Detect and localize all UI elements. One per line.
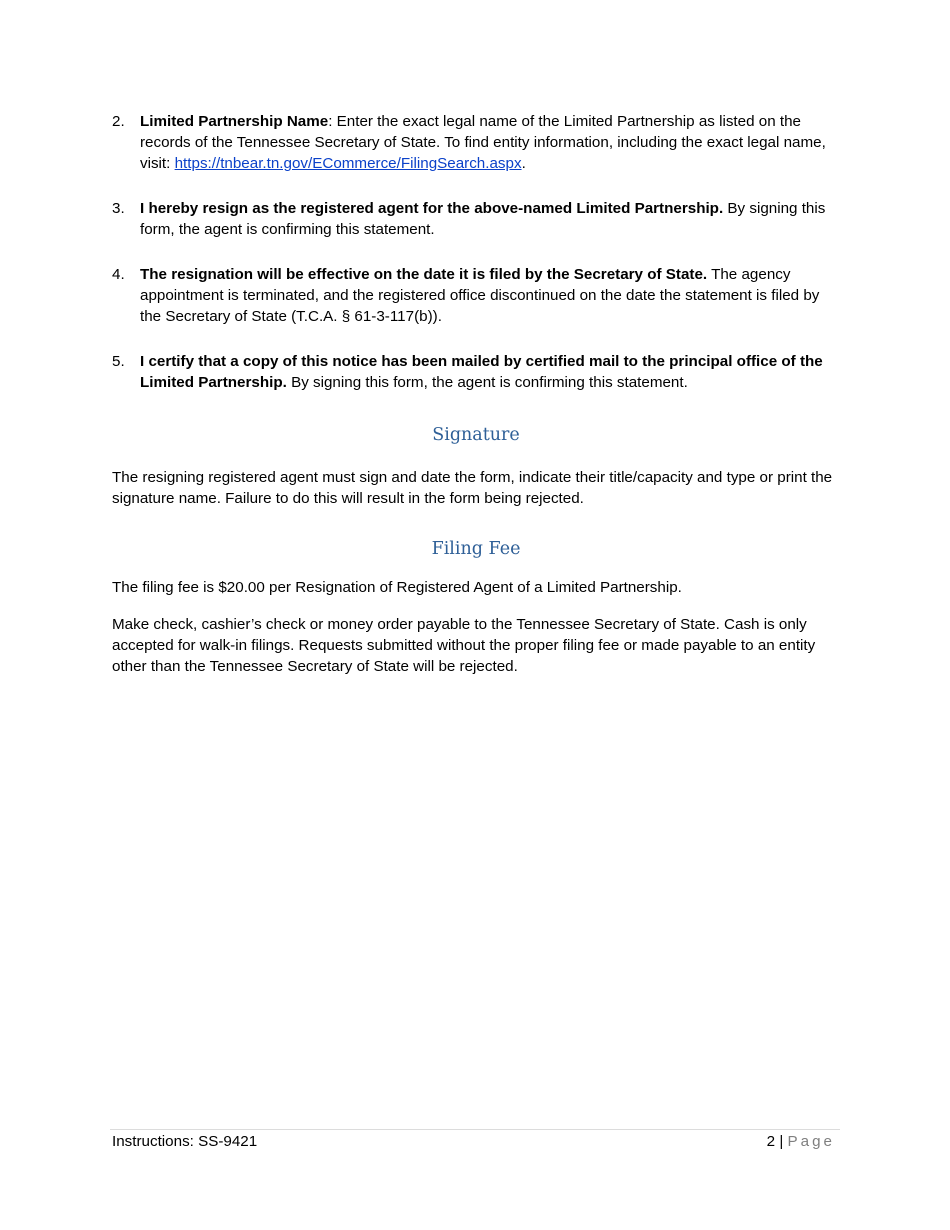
list-item	[112, 351, 840, 393]
list-number: 4.	[112, 266, 125, 283]
item-text	[140, 266, 819, 325]
footer-form-id: Instructions: SS-9421	[112, 1133, 258, 1150]
item-body: By signing this form, the agent is confirming this statement.	[286, 374, 688, 391]
item-body: : Enter the exact legal name of the Limited Partnership as listed on the records of the Tennessee Secretary of State. To find entity information, including the exact legal name, visit:	[140, 113, 826, 172]
item-bold-lead: I hereby resign as the registered agent for the above-named Limited Partnership.	[140, 200, 724, 217]
filing-fee-heading: Filing Fee	[431, 539, 521, 559]
item-bold-lead: Limited Partnership Name	[140, 113, 329, 130]
item-text	[140, 353, 823, 391]
signature-heading: Signature	[432, 425, 520, 445]
list-item	[112, 264, 840, 327]
item-body: By signing this form, the agent is confirming this statement.	[140, 200, 826, 238]
page-number: 2	[766, 1133, 776, 1150]
payment-paragraph: Make check, cashier’s check or money order payable to the Tennessee Secretary of State. Cash is only accepted for walk-in filings. Requests submitted without the proper filing fee or made payable to an entity other than the Tennessee Secretary of State will be rejected.	[112, 616, 816, 675]
list-item	[112, 198, 840, 240]
filing-search-link[interactable]: https://tnbear.tn.gov/ECommerce/FilingSearch.aspx	[174, 155, 522, 172]
list-item	[112, 111, 840, 174]
item-bold-lead: The resignation will be effective on the date it is filed by the Secretary of State.	[140, 266, 708, 283]
list-number: 3.	[112, 200, 125, 217]
item-bold-lead: I certify that a copy of this notice has been mailed by certified mail to the principal office of the Limited Partnership.	[140, 353, 823, 391]
page-word: Page	[787, 1133, 835, 1150]
item-body-end: .	[521, 155, 526, 172]
instructions-content	[112, 111, 840, 677]
item-body: The agency appointment is terminated, and the registered office discontinued on the date the statement is filed by the Secretary of State (T.C.A. § 61-3-117(b)).	[140, 266, 820, 325]
footer-divider	[110, 1129, 840, 1130]
list-number: 2.	[112, 113, 125, 130]
list-number: 5.	[112, 353, 125, 370]
footer-page-number	[767, 1132, 835, 1152]
page-separator: |	[775, 1133, 788, 1150]
item-text	[140, 200, 825, 238]
filing-fee-paragraph: The filing fee is $20.00 per Resignation of Registered Agent of a Limited Partnership.	[112, 579, 682, 596]
item-text	[140, 113, 826, 172]
signature-paragraph: The resigning registered agent must sign and date the form, indicate their title/capacity and type or print the signature name. Failure to do this will result in the form being rejected.	[112, 469, 833, 507]
